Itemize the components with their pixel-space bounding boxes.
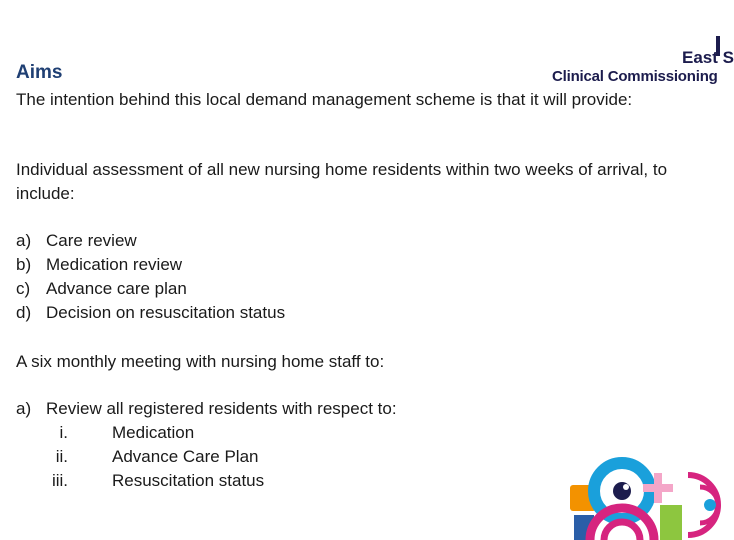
list-text: Decision on resuscitation status (46, 303, 286, 322)
plus-horizontal-icon (643, 484, 673, 492)
sublist-number: ii. (55, 447, 68, 466)
list-text: Care review (46, 231, 137, 250)
sublist-text: Medication (112, 423, 195, 442)
meeting-paragraph: A six monthly meeting with nursing home staff to: (16, 352, 385, 371)
list-text: Medication review (46, 255, 183, 274)
cyan-dot-icon (704, 499, 716, 511)
list-label: c) (16, 279, 31, 298)
list-text: Review all registered residents with respect to: (46, 399, 397, 418)
list-item (16, 229, 285, 253)
assessment-list (16, 229, 285, 325)
sublist-item (16, 445, 264, 469)
eye-dot-icon (613, 482, 631, 500)
sublist-item (16, 421, 264, 445)
list-item (16, 277, 285, 301)
ccg-logo (552, 28, 734, 90)
list-item (16, 301, 285, 325)
meeting-sublist (16, 421, 264, 493)
intro-paragraph: The intention behind this local demand management scheme is that it will provide: (16, 90, 633, 109)
sublist-number: i. (59, 423, 68, 442)
green-block-icon (660, 505, 682, 540)
list-label: a) (16, 231, 32, 250)
eye-highlight-icon (623, 484, 629, 490)
logo-line-1: East S (682, 48, 734, 67)
logo-line-2: Clinical Commissioning (552, 68, 718, 85)
magenta-arc-inner-icon (604, 522, 640, 540)
list-item (16, 253, 285, 277)
sublist-text: Advance Care Plan (112, 447, 259, 466)
decorative-graphic (560, 455, 720, 540)
list-label: d) (16, 303, 32, 322)
list-label: b) (16, 255, 32, 274)
meeting-item (16, 397, 397, 421)
sublist-text: Resuscitation status (112, 471, 265, 490)
page-title: Aims (16, 62, 63, 83)
sublist-number: iii. (51, 471, 68, 490)
assessment-paragraph: Individual assessment of all new nursing home residents within two weeks of arrival, to include: (16, 160, 668, 203)
list-label: a) (16, 399, 32, 418)
sublist-item (16, 469, 264, 493)
list-text: Advance care plan (46, 279, 187, 298)
